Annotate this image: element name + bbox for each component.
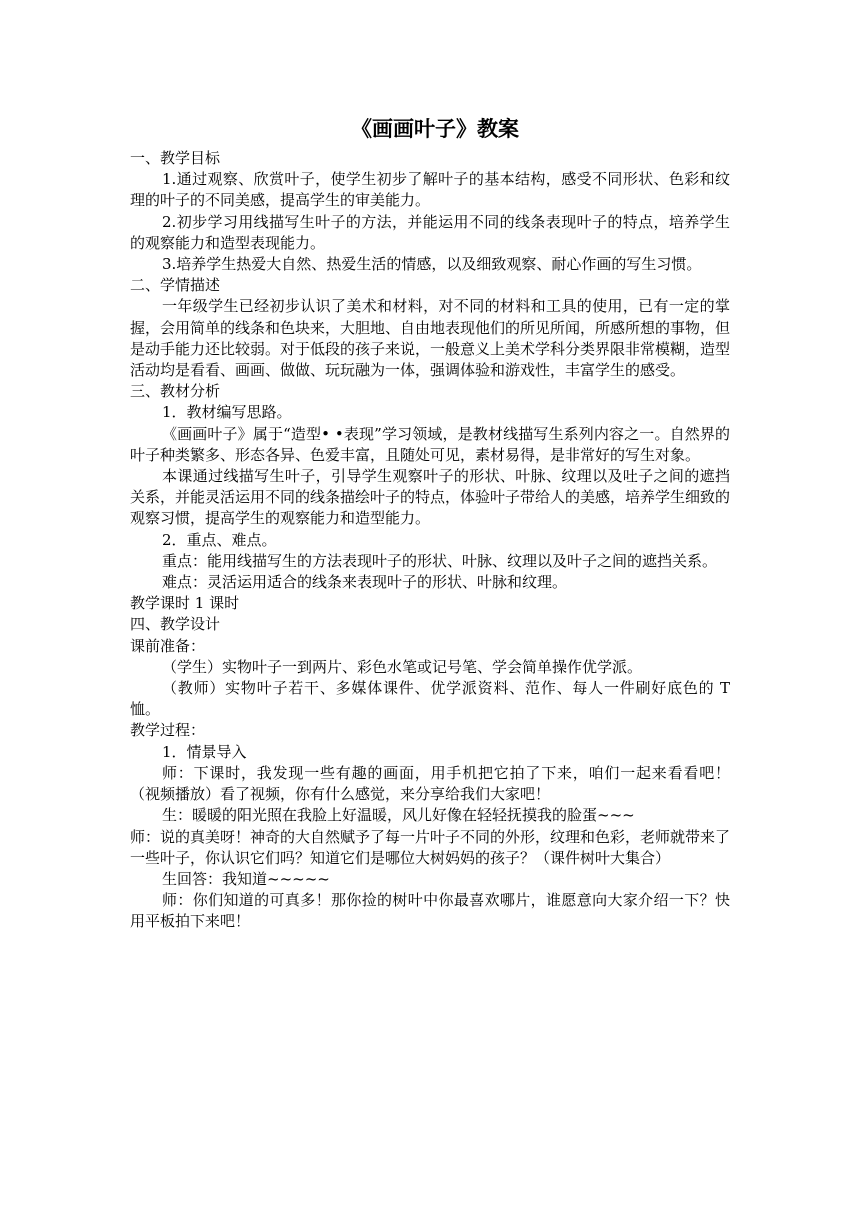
section-heading-materials: 三、教材分析 [130,382,221,401]
prep-heading: 课前准备： [130,636,206,655]
page-title: 《画画叶子》教案 [351,116,519,141]
section-heading-goals: 一、教学目标 [130,149,221,167]
paragraph: 本课通过线描写生叶子，引导学生观察叶子的形状、叶脉、纹理以及吐子之间的遮挡关系，并能灵活运用不同的线条描绘叶子的特点，体验叶子带给人的美感，培养学生细致的观察习惯，提高学生的观察能力和造型能力。 [130,467,731,528]
class-hours: 教学课时 1 课时 [130,594,240,613]
dialog-line: 生回答：我知道~~~~~ [162,869,330,888]
dialog-line: 生：暖暖的阳光照在我脸上好温暖，风儿好像在轻轻抚摸我的脸蛋~~~ [162,806,635,825]
paragraph: 1.通过观察、欣赏叶子，使学生初步了解叶子的基本结构，感受不同形状、色彩和纹理的叶子的不同美感，提高学生的审美能力。 [130,170,730,210]
paragraph: 重点：能用线描写生的方法表现叶子的形状、叶脉、纹理以及叶子之间的遮挡关系。 [162,551,718,570]
paragraph: （教师）实物叶子若干、多媒体课件、优学派资料、范作、每人一件刷好底色的 T 恤。 [130,679,730,719]
section-heading-students: 二、学情描述 [130,276,221,295]
subheading: 2．重点、难点。 [162,530,277,549]
dialog-line: 师：说的真美呀！神奇的大自然赋予了每一片叶子不同的外形，纹理和色彩，老师就带来了一些叶子，你认识它们吗？知道它们是哪位大树妈妈的孩子？（课件树叶大集合） [130,827,731,867]
process-heading: 教学过程： [130,721,206,740]
subheading: 1．教材编写思路。 [162,403,292,422]
dialog-line: 师：你们知道的可真多！那你捡的树叶中你最喜欢哪片，谁愿意向大家介绍一下？快用平板拍下来吧！ [130,891,730,931]
paragraph: 难点：灵活运用适合的线条来表现叶子的形状、叶脉和纹理。 [162,573,568,592]
paragraph: 《画画叶子》属于“造型• •表现”学习领域，是教材线描写生系列内容之一。自然界的叶子种类繁多、形态各异、色爱丰富，且随处可见，素材易得，是非常好的写生对象。 [130,424,730,464]
paragraph: 一年级学生已经初步认识了美术和材料，对不同的材料和工具的使用，已有一定的掌握，会用简单的线条和色块来，大胆地、自由地表现他们的所见所闻，所感所想的事物，但是动手能力还比较弱。对于低段的孩子来说，一般意义上美术学科分类界限非常模糊，造型活动均是看看、画画、做做、玩玩融为一体，强调体验和游戏性，丰富学生的感受。 [130,297,731,380]
paragraph: 2.初步学习用线描写生叶子的方法，并能运用不同的线条表现叶子的特点，培养学生的观察能力和造型表现能力。 [130,212,730,252]
section-heading-design: 四、教学设计 [130,615,221,634]
paragraph: 3.培养学生热爱大自然、热爱生活的情感，以及细致观察、耐心作画的写生习惯。 [162,255,702,274]
subheading: 1．情景导入 [162,742,247,761]
document-page [130,112,730,933]
paragraph: （学生）实物叶子一到两片、彩色水笔或记号笔、学会简单操作优学派。 [162,657,643,676]
dialog-line: 师：下课时，我发现一些有趣的画面，用手机把它拍了下来，咱们一起来看看吧！（视频播放）看了视频，你有什么感觉，来分享给我们大家吧！ [130,763,730,804]
